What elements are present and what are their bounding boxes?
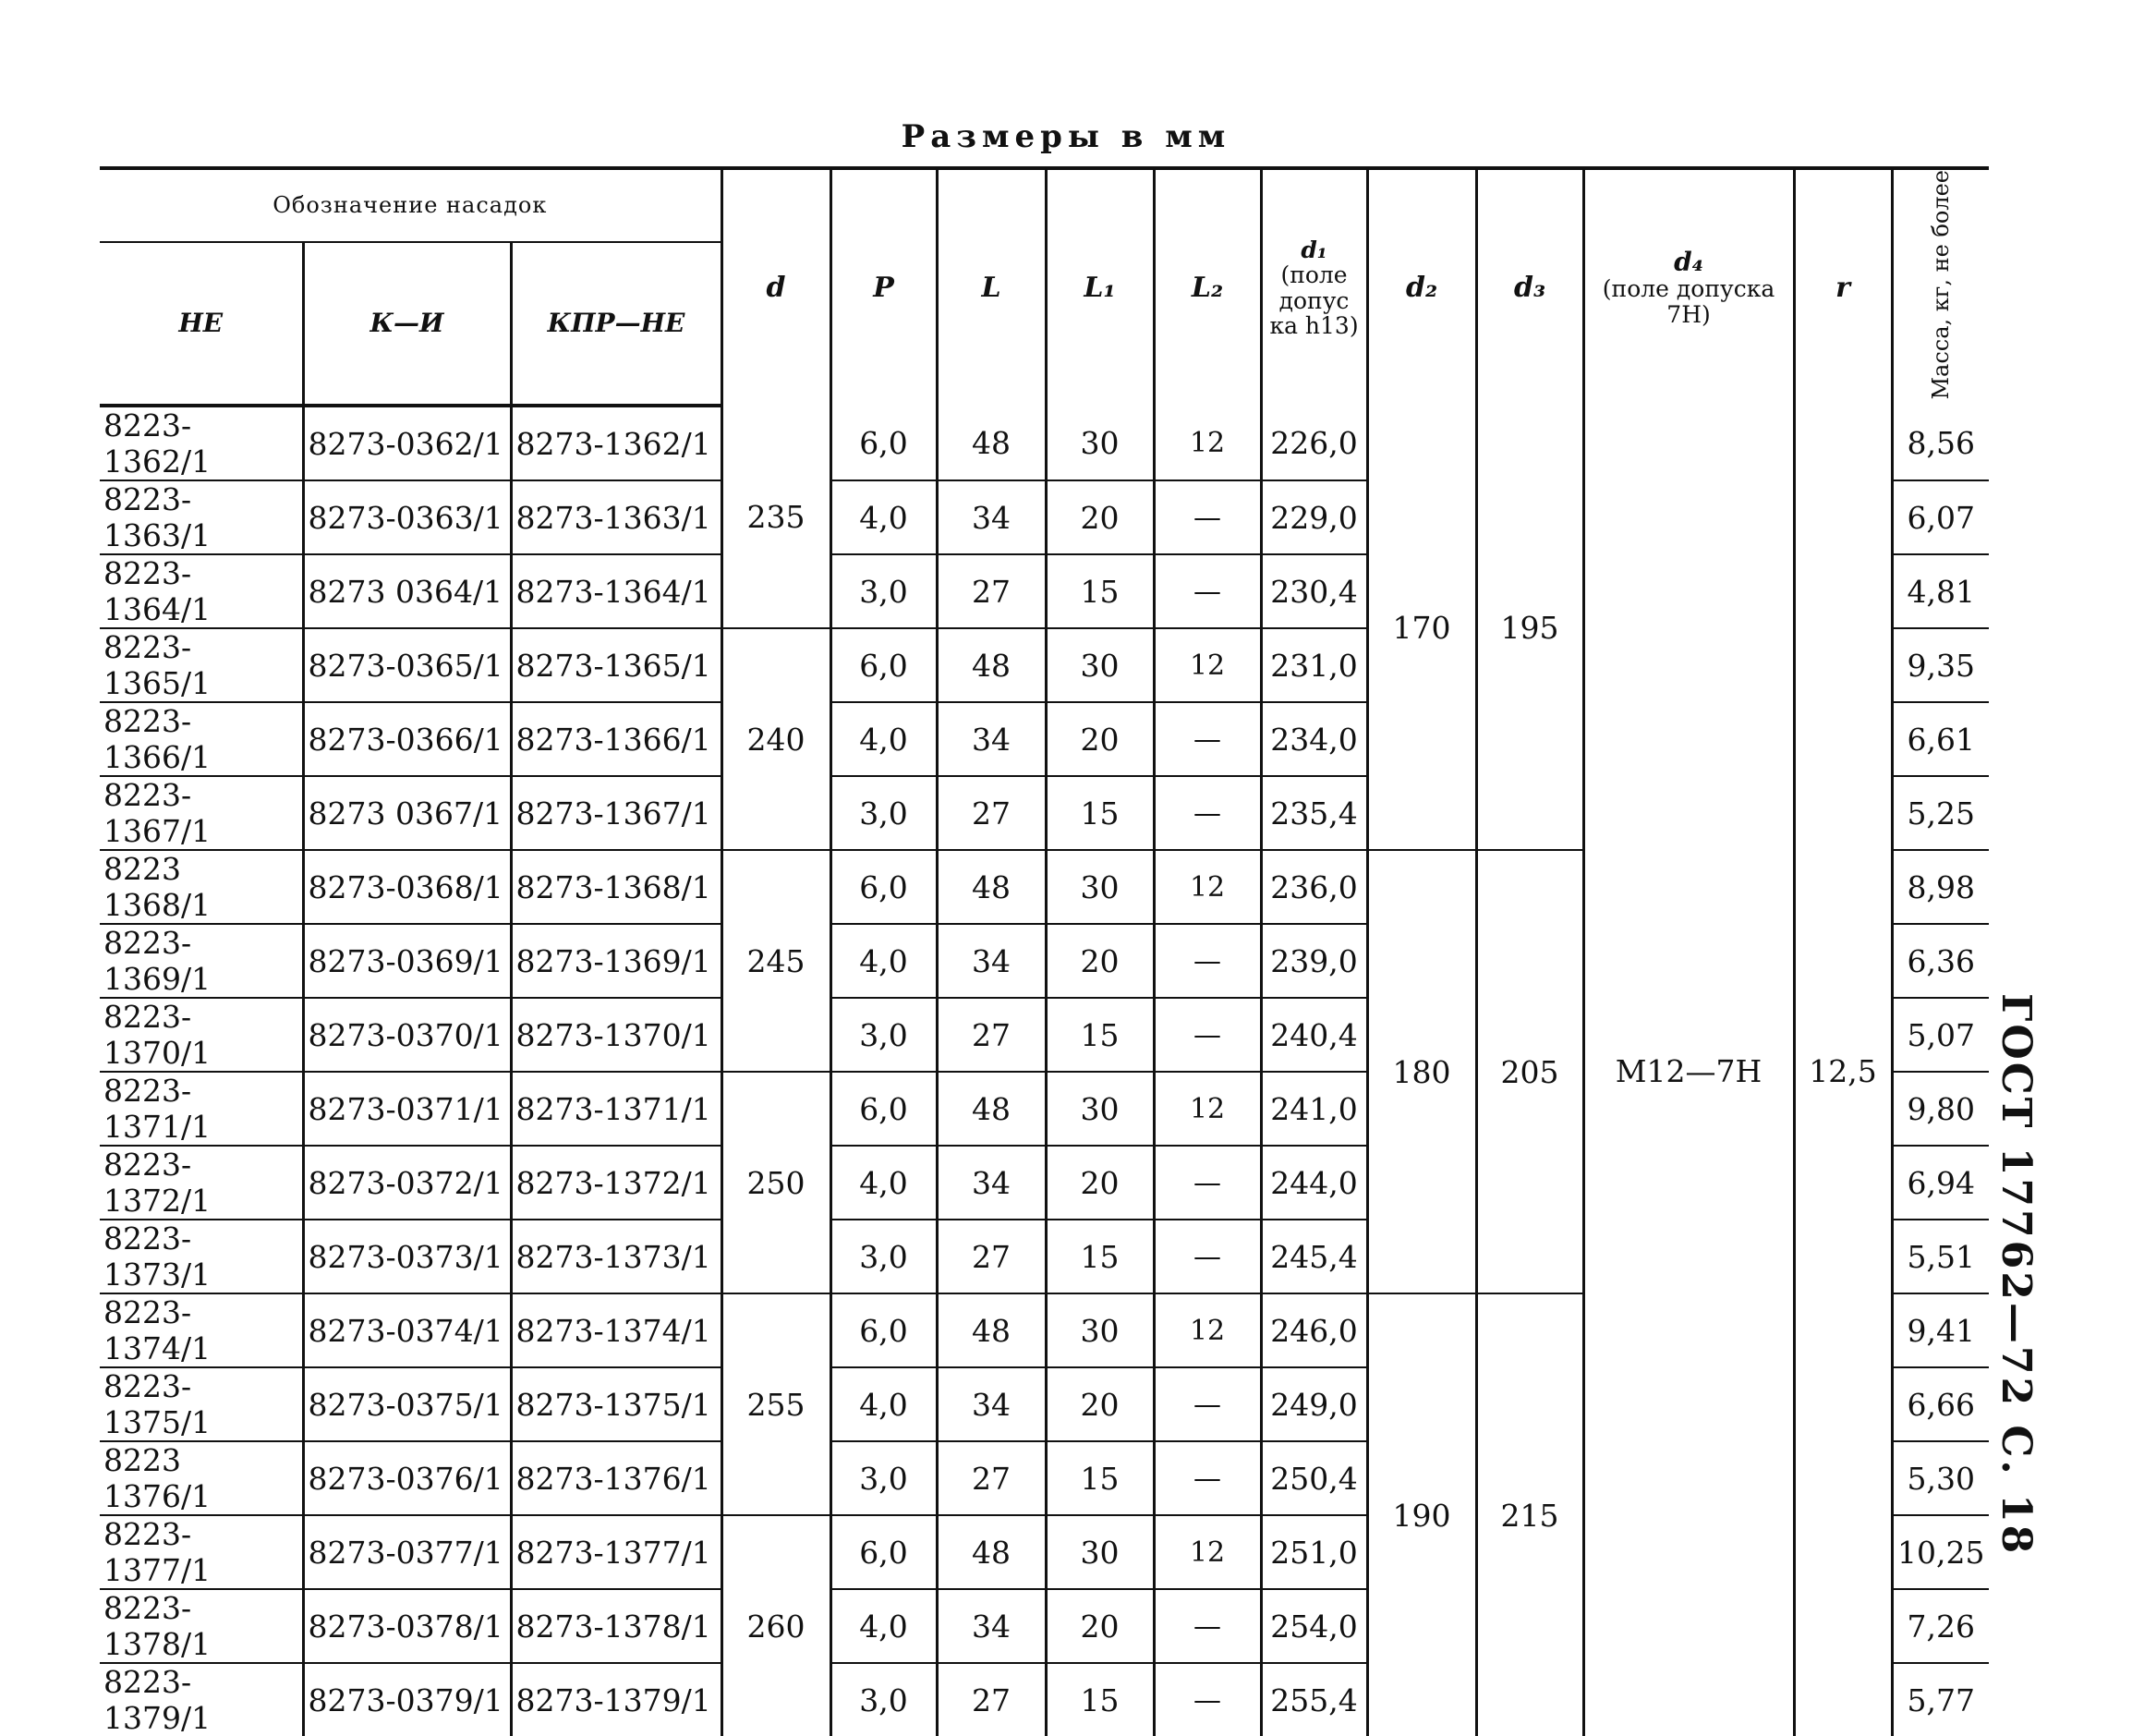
cell-d1: 240,4: [1261, 998, 1367, 1072]
cell-mass: 8,56: [1892, 406, 1989, 480]
cell-l: 34: [937, 924, 1046, 998]
cell-ki: 8273 0364/1: [303, 554, 511, 628]
cell-ne: 8223-1378/1: [100, 1589, 303, 1663]
header-d1: [1261, 168, 1367, 406]
cell-mass: 6,66: [1892, 1367, 1989, 1441]
table-body: [100, 406, 1989, 1736]
cell-l1: 20: [1046, 702, 1154, 776]
cell-ne: 8223 1368/1: [100, 850, 303, 924]
cell-l: 48: [937, 1293, 1046, 1367]
cell-ne: 8223-1370/1: [100, 998, 303, 1072]
cell-mass: 7,26: [1892, 1589, 1989, 1663]
header-kprne: КПР—НЕ: [511, 242, 721, 406]
cell-ki: 8273-0376/1: [303, 1441, 511, 1515]
cell-ki: 8273-0374/1: [303, 1293, 511, 1367]
cell-l: 48: [937, 1072, 1046, 1146]
cell-kprne: 8273-1378/1: [511, 1589, 721, 1663]
cell-l2: —: [1154, 1146, 1261, 1220]
cell-kprne: 8273-1371/1: [511, 1072, 721, 1146]
header-d2: d₂: [1367, 168, 1476, 406]
cell-l: 34: [937, 480, 1046, 554]
cell-l2: —: [1154, 1220, 1261, 1293]
cell-d3: 215: [1476, 1293, 1583, 1736]
cell-l: 34: [937, 702, 1046, 776]
header-l2: L₂: [1154, 168, 1261, 406]
cell-d2: 170: [1367, 406, 1476, 850]
header-d: d: [721, 168, 830, 406]
cell-ne: 8223-1372/1: [100, 1146, 303, 1220]
cell-ki: 8273-0369/1: [303, 924, 511, 998]
cell-d: 250: [721, 1072, 830, 1293]
cell-p: 6,0: [830, 1515, 937, 1589]
nozzle-designation-header: Обозначение насадок: [100, 168, 721, 242]
cell-l: 27: [937, 1663, 1046, 1736]
cell-p: 3,0: [830, 998, 937, 1072]
cell-d3: 205: [1476, 850, 1583, 1293]
cell-l2: —: [1154, 924, 1261, 998]
cell-ne: 8223-1365/1: [100, 628, 303, 702]
cell-ki: 8273 0367/1: [303, 776, 511, 850]
cell-kprne: 8273-1365/1: [511, 628, 721, 702]
cell-d1: 251,0: [1261, 1515, 1367, 1589]
cell-l1: 30: [1046, 1515, 1154, 1589]
cell-l1: 15: [1046, 1220, 1154, 1293]
cell-l: 27: [937, 776, 1046, 850]
cell-p: 6,0: [830, 1293, 937, 1367]
cell-l2: 12: [1154, 406, 1261, 480]
cell-mass: 6,94: [1892, 1146, 1989, 1220]
cell-d1: 229,0: [1261, 480, 1367, 554]
cell-p: 3,0: [830, 1220, 937, 1293]
cell-ne: 8223-1379/1: [100, 1663, 303, 1736]
cell-l1: 20: [1046, 480, 1154, 554]
cell-l1: 20: [1046, 1146, 1154, 1220]
cell-d2: 190: [1367, 1293, 1476, 1736]
cell-l: 27: [937, 1220, 1046, 1293]
cell-l1: 30: [1046, 850, 1154, 924]
cell-l: 34: [937, 1589, 1046, 1663]
cell-d: 245: [721, 850, 830, 1072]
cell-mass: 5,77: [1892, 1663, 1989, 1736]
cell-kprne: 8273-1368/1: [511, 850, 721, 924]
cell-ne: 8223-1362/1: [100, 406, 303, 480]
cell-l1: 30: [1046, 1072, 1154, 1146]
cell-ki: 8273-0363/1: [303, 480, 511, 554]
cell-l: 34: [937, 1146, 1046, 1220]
header-l1: L₁: [1046, 168, 1154, 406]
cell-ne: 8223-1364/1: [100, 554, 303, 628]
cell-ki: 8273-0379/1: [303, 1663, 511, 1736]
cell-l2: 12: [1154, 628, 1261, 702]
cell-p: 4,0: [830, 924, 937, 998]
cell-kprne: 8273-1362/1: [511, 406, 721, 480]
cell-l: 48: [937, 1515, 1046, 1589]
cell-d1: 249,0: [1261, 1367, 1367, 1441]
cell-l1: 20: [1046, 1367, 1154, 1441]
cell-mass: 5,25: [1892, 776, 1989, 850]
cell-r: 12,5: [1794, 406, 1892, 1736]
cell-d1: 226,0: [1261, 406, 1367, 480]
cell-p: 6,0: [830, 406, 937, 480]
specification-table: [100, 166, 1989, 1736]
cell-d1: 245,4: [1261, 1220, 1367, 1293]
header-d4-symbol: d₄: [1674, 246, 1703, 277]
cell-l1: 30: [1046, 628, 1154, 702]
header-ki: К—И: [303, 242, 511, 406]
cell-d1: 250,4: [1261, 1441, 1367, 1515]
cell-mass: 6,61: [1892, 702, 1989, 776]
standard-page-label: ГОСТ 17762—72 С. 18: [1993, 993, 2040, 1557]
cell-p: 4,0: [830, 1367, 937, 1441]
cell-l: 48: [937, 406, 1046, 480]
cell-l: 48: [937, 850, 1046, 924]
header-d4-note: (поле допуска 7Н): [1602, 275, 1775, 328]
cell-ne: 8223 1376/1: [100, 1441, 303, 1515]
cell-l1: 15: [1046, 1441, 1154, 1515]
cell-l2: —: [1154, 998, 1261, 1072]
cell-l1: 30: [1046, 1293, 1154, 1367]
cell-l2: 12: [1154, 1515, 1261, 1589]
cell-mass: 10,25: [1892, 1515, 1989, 1589]
cell-l2: 12: [1154, 1072, 1261, 1146]
cell-d1: 254,0: [1261, 1589, 1367, 1663]
cell-p: 6,0: [830, 850, 937, 924]
cell-kprne: 8273-1379/1: [511, 1663, 721, 1736]
cell-ne: 8223-1366/1: [100, 702, 303, 776]
cell-d3: 195: [1476, 406, 1583, 850]
cell-p: 4,0: [830, 1146, 937, 1220]
cell-mass: 5,07: [1892, 998, 1989, 1072]
cell-kprne: 8273-1370/1: [511, 998, 721, 1072]
cell-kprne: 8273-1369/1: [511, 924, 721, 998]
cell-l2: —: [1154, 1663, 1261, 1736]
cell-p: 3,0: [830, 776, 937, 850]
cell-mass: 5,51: [1892, 1220, 1989, 1293]
cell-mass: 9,41: [1892, 1293, 1989, 1367]
cell-ki: 8273-0371/1: [303, 1072, 511, 1146]
cell-mass: 9,35: [1892, 628, 1989, 702]
cell-d: 240: [721, 628, 830, 850]
cell-kprne: 8273-1376/1: [511, 1441, 721, 1515]
cell-ki: 8273-0378/1: [303, 1589, 511, 1663]
header-mass: [1892, 168, 1989, 406]
cell-mass: 6,07: [1892, 480, 1989, 554]
cell-kprne: 8273-1375/1: [511, 1367, 721, 1441]
cell-ne: 8223-1369/1: [100, 924, 303, 998]
cell-d1: 236,0: [1261, 850, 1367, 924]
cell-kprne: 8273-1367/1: [511, 776, 721, 850]
cell-d1: 231,0: [1261, 628, 1367, 702]
cell-ki: 8273-0375/1: [303, 1367, 511, 1441]
cell-l2: 12: [1154, 850, 1261, 924]
cell-ne: 8223-1377/1: [100, 1515, 303, 1589]
cell-l2: —: [1154, 554, 1261, 628]
cell-kprne: 8273-1374/1: [511, 1293, 721, 1367]
cell-ki: 8273-0368/1: [303, 850, 511, 924]
cell-p: 6,0: [830, 628, 937, 702]
cell-ki: 8273-0365/1: [303, 628, 511, 702]
header-r: r: [1794, 168, 1892, 406]
header-ne: НЕ: [100, 242, 303, 406]
cell-ki: 8273-0366/1: [303, 702, 511, 776]
header-d1-symbol: d₁: [1301, 236, 1327, 263]
cell-ki: 8273-0372/1: [303, 1146, 511, 1220]
cell-kprne: 8273-1364/1: [511, 554, 721, 628]
cell-l: 34: [937, 1367, 1046, 1441]
cell-l1: 15: [1046, 776, 1154, 850]
cell-l: 27: [937, 554, 1046, 628]
cell-d1: 230,4: [1261, 554, 1367, 628]
cell-d1: 241,0: [1261, 1072, 1367, 1146]
cell-ne: 8223-1367/1: [100, 776, 303, 850]
header-l: L: [937, 168, 1046, 406]
cell-kprne: 8273-1366/1: [511, 702, 721, 776]
cell-kprne: 8273-1373/1: [511, 1220, 721, 1293]
cell-l1: 30: [1046, 406, 1154, 480]
cell-ne: 8223-1374/1: [100, 1293, 303, 1367]
cell-kprne: 8273-1377/1: [511, 1515, 721, 1589]
cell-d: 260: [721, 1515, 830, 1736]
cell-ne: 8223-1371/1: [100, 1072, 303, 1146]
cell-p: 4,0: [830, 702, 937, 776]
cell-d: 255: [721, 1293, 830, 1515]
cell-l1: 15: [1046, 554, 1154, 628]
cell-mass: 5,30: [1892, 1441, 1989, 1515]
cell-kprne: 8273-1372/1: [511, 1146, 721, 1220]
cell-l2: —: [1154, 776, 1261, 850]
header-d3: d₃: [1476, 168, 1583, 406]
cell-l2: —: [1154, 480, 1261, 554]
cell-d2: 180: [1367, 850, 1476, 1293]
cell-d4: М12—7Н: [1583, 406, 1794, 1736]
cell-l2: —: [1154, 1367, 1261, 1441]
table-row: [100, 406, 1989, 480]
cell-mass: 6,36: [1892, 924, 1989, 998]
cell-kprne: 8273-1363/1: [511, 480, 721, 554]
cell-d1: 239,0: [1261, 924, 1367, 998]
cell-d: 235: [721, 406, 830, 628]
cell-l2: —: [1154, 702, 1261, 776]
cell-l1: 20: [1046, 924, 1154, 998]
cell-l2: —: [1154, 1441, 1261, 1515]
cell-l1: 20: [1046, 1589, 1154, 1663]
cell-p: 6,0: [830, 1072, 937, 1146]
cell-p: 4,0: [830, 1589, 937, 1663]
cell-l2: —: [1154, 1589, 1261, 1663]
cell-d1: 235,4: [1261, 776, 1367, 850]
cell-ki: 8273-0377/1: [303, 1515, 511, 1589]
cell-p: 4,0: [830, 480, 937, 554]
header-d4: [1583, 168, 1794, 406]
cell-ne: 8223-1363/1: [100, 480, 303, 554]
cell-d1: 255,4: [1261, 1663, 1367, 1736]
cell-l2: 12: [1154, 1293, 1261, 1367]
header-p: P: [830, 168, 937, 406]
cell-l: 27: [937, 1441, 1046, 1515]
cell-l1: 15: [1046, 998, 1154, 1072]
cell-d1: 244,0: [1261, 1146, 1367, 1220]
cell-mass: 9,80: [1892, 1072, 1989, 1146]
cell-ki: 8273-0370/1: [303, 998, 511, 1072]
cell-mass: 4,81: [1892, 554, 1989, 628]
cell-d1: 234,0: [1261, 702, 1367, 776]
cell-l1: 15: [1046, 1663, 1154, 1736]
dimensions-caption: Размеры в мм: [901, 118, 1231, 155]
cell-l: 48: [937, 628, 1046, 702]
header-mass-label: Масса, кг, не более: [1928, 170, 1955, 400]
cell-l: 27: [937, 998, 1046, 1072]
cell-ki: 8273-0373/1: [303, 1220, 511, 1293]
header-d1-note: (поле допус ка h13): [1269, 261, 1359, 340]
cell-p: 3,0: [830, 1663, 937, 1736]
cell-ne: 8223-1375/1: [100, 1367, 303, 1441]
cell-ki: 8273-0362/1: [303, 406, 511, 480]
cell-mass: 8,98: [1892, 850, 1989, 924]
cell-d1: 246,0: [1261, 1293, 1367, 1367]
cell-p: 3,0: [830, 1441, 937, 1515]
cell-p: 3,0: [830, 554, 937, 628]
cell-ne: 8223-1373/1: [100, 1220, 303, 1293]
